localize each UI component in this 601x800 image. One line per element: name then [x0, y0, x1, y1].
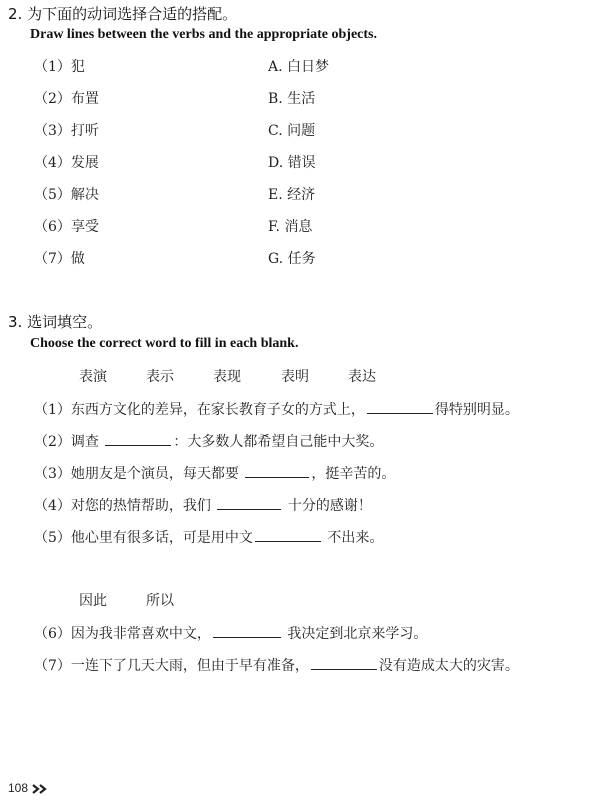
section-3-instruction: Choose the correct word to fill in each blank.	[30, 336, 299, 351]
page-number: 108	[8, 781, 29, 795]
verb-text: 布置	[70, 91, 99, 107]
sentence-number: （5）	[34, 530, 71, 546]
sentence-item	[34, 431, 383, 451]
sentence-text-before: 对您的热情帮助，我们	[70, 498, 211, 514]
sentence-number: （6）	[34, 626, 71, 642]
object-letter: G.	[268, 251, 284, 267]
object-text: 问题	[287, 123, 316, 139]
object-item	[268, 88, 315, 108]
verb-number: （2）	[34, 91, 71, 107]
sentence-text-after: ，挺辛苦的。	[311, 466, 396, 482]
sentence-item	[34, 527, 383, 547]
section-2-instruction: Draw lines between the verbs and the appropriate objects.	[30, 27, 377, 42]
verb-item	[34, 152, 99, 172]
sentence-item	[34, 655, 519, 675]
verb-number: （5）	[34, 187, 71, 203]
verb-item	[34, 184, 99, 204]
object-text: 生活	[287, 91, 316, 107]
sentence-item	[34, 399, 519, 419]
object-letter: F.	[268, 219, 280, 235]
sentence-text-after: 不出来。	[327, 530, 384, 546]
sentence-text-before: 他心里有很多话，可是用中文	[70, 530, 253, 546]
word-bank-item: 因此	[79, 593, 107, 609]
sentence-text-after: ：大多数人都希望自己能中大奖。	[173, 434, 384, 450]
word-bank-item: 所以	[146, 593, 174, 609]
object-letter: C.	[268, 123, 283, 139]
blank-input[interactable]	[105, 431, 171, 446]
verb-item	[34, 248, 85, 268]
blank-input[interactable]	[255, 527, 321, 542]
object-text: 经济	[287, 187, 316, 203]
sentence-text-before: 她朋友是个演员，每天都要	[70, 466, 239, 482]
verb-text: 犯	[70, 59, 85, 75]
word-bank-item: 表演	[79, 369, 107, 385]
word-bank-item: 表明	[281, 369, 309, 385]
verb-text: 解决	[70, 187, 99, 203]
double-chevron-right-icon	[32, 784, 50, 794]
sentence-text-after: 得特别明显。	[434, 402, 519, 418]
verb-text: 发展	[70, 155, 99, 171]
sentence-number: （4）	[34, 498, 71, 514]
blank-input[interactable]	[311, 655, 377, 670]
object-item	[268, 120, 315, 140]
object-item	[268, 56, 329, 76]
blank-input[interactable]	[213, 623, 281, 638]
verb-item	[34, 88, 99, 108]
object-letter: D.	[268, 155, 284, 171]
sentence-number: （2）	[34, 434, 71, 450]
sentence-number: （1）	[34, 402, 71, 418]
object-text: 错误	[287, 155, 316, 171]
verb-item	[34, 216, 99, 236]
verb-number: （1）	[34, 59, 71, 75]
blank-input[interactable]	[217, 495, 281, 510]
verb-item	[34, 56, 85, 76]
object-text: 白日梦	[287, 59, 330, 75]
verb-text: 打听	[70, 123, 99, 139]
verb-number: （3）	[34, 123, 71, 139]
sentence-item	[34, 623, 427, 643]
verb-text: 享受	[70, 219, 99, 235]
sentence-number: （3）	[34, 466, 71, 482]
word-bank-item: 表达	[348, 369, 376, 385]
object-item	[268, 152, 316, 172]
page-footer	[8, 781, 50, 795]
blank-input[interactable]	[245, 463, 309, 478]
object-item	[268, 248, 316, 268]
verb-number: （6）	[34, 219, 71, 235]
verb-item	[34, 120, 99, 140]
object-text: 任务	[287, 251, 316, 267]
sentence-text-before: 调查	[70, 434, 99, 450]
verb-number: （4）	[34, 155, 71, 171]
sentence-item	[34, 463, 395, 483]
sentence-text-before: 东西方文化的差异，在家长教育子女的方式上，	[70, 402, 365, 418]
section-2-heading: 2. 为下面的动词选择合适的搭配。	[8, 5, 238, 23]
sentence-text-after: 十分的感谢！	[287, 498, 372, 514]
object-letter: E.	[268, 187, 283, 203]
object-letter: A.	[268, 59, 283, 75]
verb-number: （7）	[34, 251, 71, 267]
object-letter: B.	[268, 91, 283, 107]
section-3-heading: 3. 选词填空。	[8, 313, 103, 331]
word-bank-item: 表示	[146, 369, 174, 385]
sentence-number: （7）	[34, 658, 71, 674]
sentence-item	[34, 495, 372, 515]
blank-input[interactable]	[367, 399, 433, 414]
sentence-text-after: 没有造成太大的灾害。	[378, 658, 519, 674]
sentence-text-after: 我决定到北京来学习。	[287, 626, 428, 642]
sentence-text-before: 因为我非常喜欢中文，	[70, 626, 211, 642]
object-item	[268, 184, 315, 204]
sentence-text-before: 一连下了几天大雨，但由于早有准备，	[70, 658, 309, 674]
verb-text: 做	[70, 251, 85, 267]
object-text: 消息	[284, 219, 313, 235]
object-item	[268, 216, 312, 236]
word-bank-item: 表现	[213, 369, 241, 385]
